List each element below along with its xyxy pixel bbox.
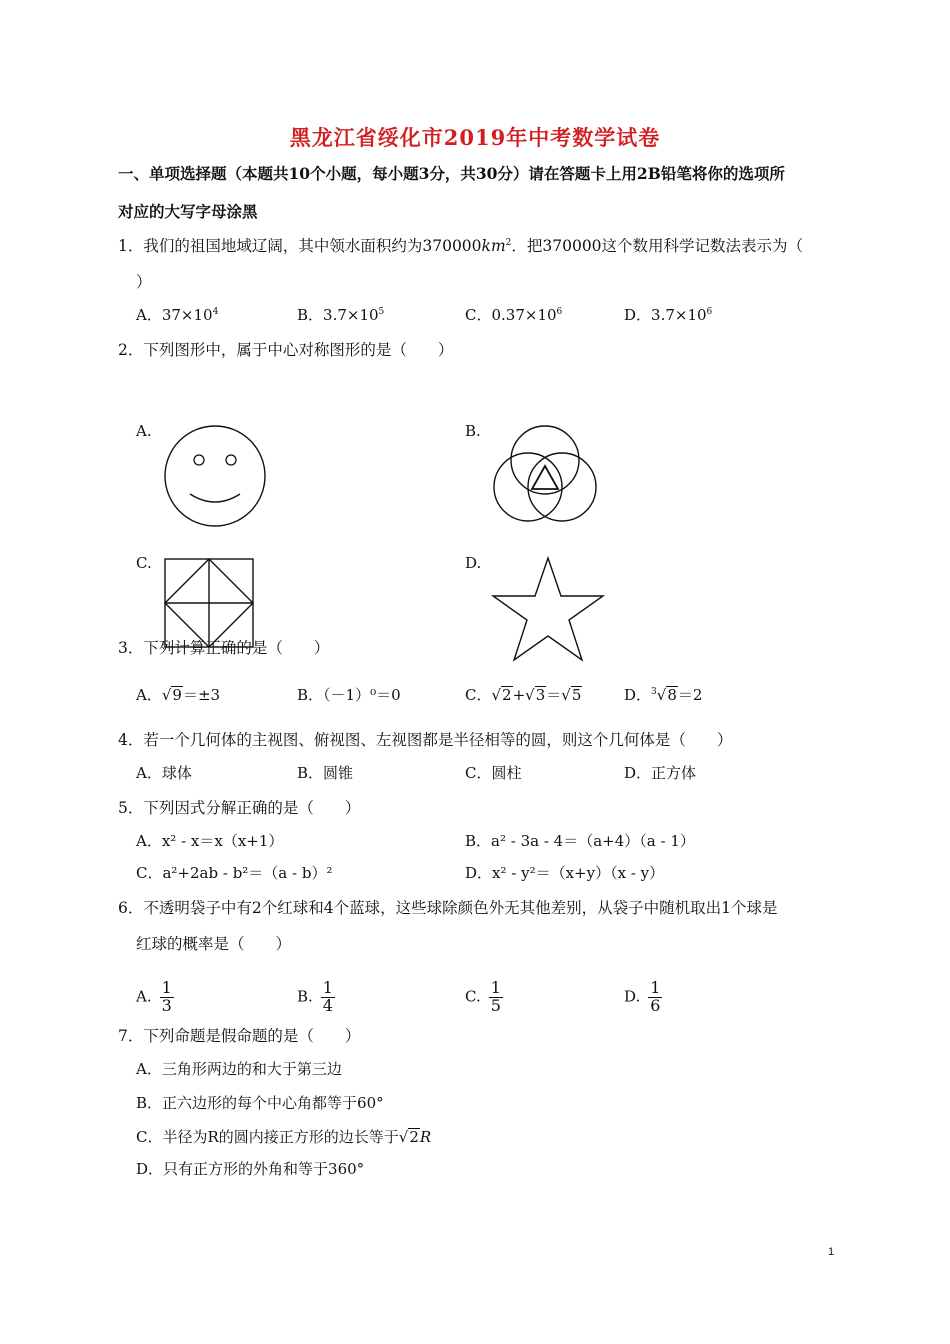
question-4-stem: 4．若一个几何体的主视图、俯视图、左视图都是半径相等的圆，则这个几何体是（ ） (118, 731, 733, 749)
question-5-option-b: B．a² - 3a - 4＝（a+4）（a - 1） (465, 832, 695, 850)
question-7-stem: 7．下列命题是假命题的是（ ） (118, 1027, 361, 1045)
question-3-option-c: C．√2+√3＝√5 (465, 686, 582, 704)
question-7-option-b: B．正六边形的每个中心角都等于60° (136, 1094, 384, 1112)
star-figure (490, 556, 606, 664)
question-4-option-b: B．圆锥 (297, 764, 354, 782)
question-1-option-b: B．$3.7\times 10^5$ (297, 306, 385, 324)
question-7-option-a: A．三角形两边的和大于第三边 (136, 1060, 342, 1078)
question-3-option-a: A．√9＝±3 (136, 686, 221, 704)
question-7-option-d: D．只有正方形的外角和等于360° (136, 1160, 365, 1178)
question-2-option-d: D. (465, 554, 482, 572)
question-2-option-c: C. (136, 554, 152, 572)
square-diamond-figure (164, 558, 254, 648)
question-2-stem: 2．下列图形中，属于中心对称图形的是（ ） (118, 341, 454, 359)
page-title: 黑龙江省绥化市2019年中考数学试卷 (289, 125, 661, 150)
question-6-stem-line1: 6．不透明袋子中有2个红球和4个蓝球，这些球除颜色外无其他差别，从袋子中随机取出1个球是 (118, 899, 778, 917)
question-4-option-a: A．球体 (136, 764, 192, 782)
question-6-option-d: D. $\frac{1}{6}$ (624, 978, 661, 1015)
section-heading-line1: 一、单项选择题（本题共10个小题，每小题3分，共30分）请在答题卡上用2B铅笔将你的选项所 (118, 164, 785, 183)
question-1-stem: 1．我们的祖国地域辽阔，其中领水面积约为$370000km^2$．把370000这个数用科学记数法表示为（ (118, 237, 804, 255)
question-6-option-b: B. $\frac{1}{4}$ (297, 978, 333, 1015)
question-3-option-d: D．$^3$√8＝2 (624, 686, 703, 704)
page-number: 1 (828, 1246, 835, 1258)
question-5-stem: 5．下列因式分解正确的是（ ） (118, 799, 361, 817)
question-6-option-c: C. $\frac{1}{5}$ (465, 978, 501, 1015)
question-3-stem: 3．下列计算正确的是（ ） (118, 639, 330, 657)
three-circles-figure (492, 424, 598, 528)
question-4-option-d: D．正方体 (624, 764, 697, 782)
question-1-option-d: D．$3.7\times 10^6$ (624, 306, 713, 324)
question-5-option-d: D．x² - y²＝（x+y）（x - y） (465, 864, 665, 882)
question-1-option-a: A．$37\times 10^4$ (136, 306, 219, 324)
question-5-option-c: C．a²+2ab - b²＝（a - b）² (136, 864, 333, 882)
question-4-option-c: C．圆柱 (465, 764, 522, 782)
question-7-option-c: C．半径为R的圆内接正方形的边长等于√2R (136, 1128, 432, 1146)
question-6-stem-line2: 红球的概率是（ ） (136, 935, 292, 953)
question-2-option-b: B. (465, 422, 481, 440)
question-1-close: ） (136, 273, 152, 291)
question-3-option-b: B．（－1）⁰＝0 (297, 686, 401, 704)
smiley-face-figure (162, 424, 268, 528)
question-5-option-a: A．x² - x＝x（x+1） (136, 832, 284, 850)
question-6-option-a: A. $\frac{1}{3}$ (136, 978, 172, 1015)
question-2-option-a: A. (136, 422, 152, 440)
section-heading-line2: 对应的大写字母涂黑 (118, 202, 258, 221)
question-1-option-c: C．$0.37\times 10^6$ (465, 306, 563, 324)
